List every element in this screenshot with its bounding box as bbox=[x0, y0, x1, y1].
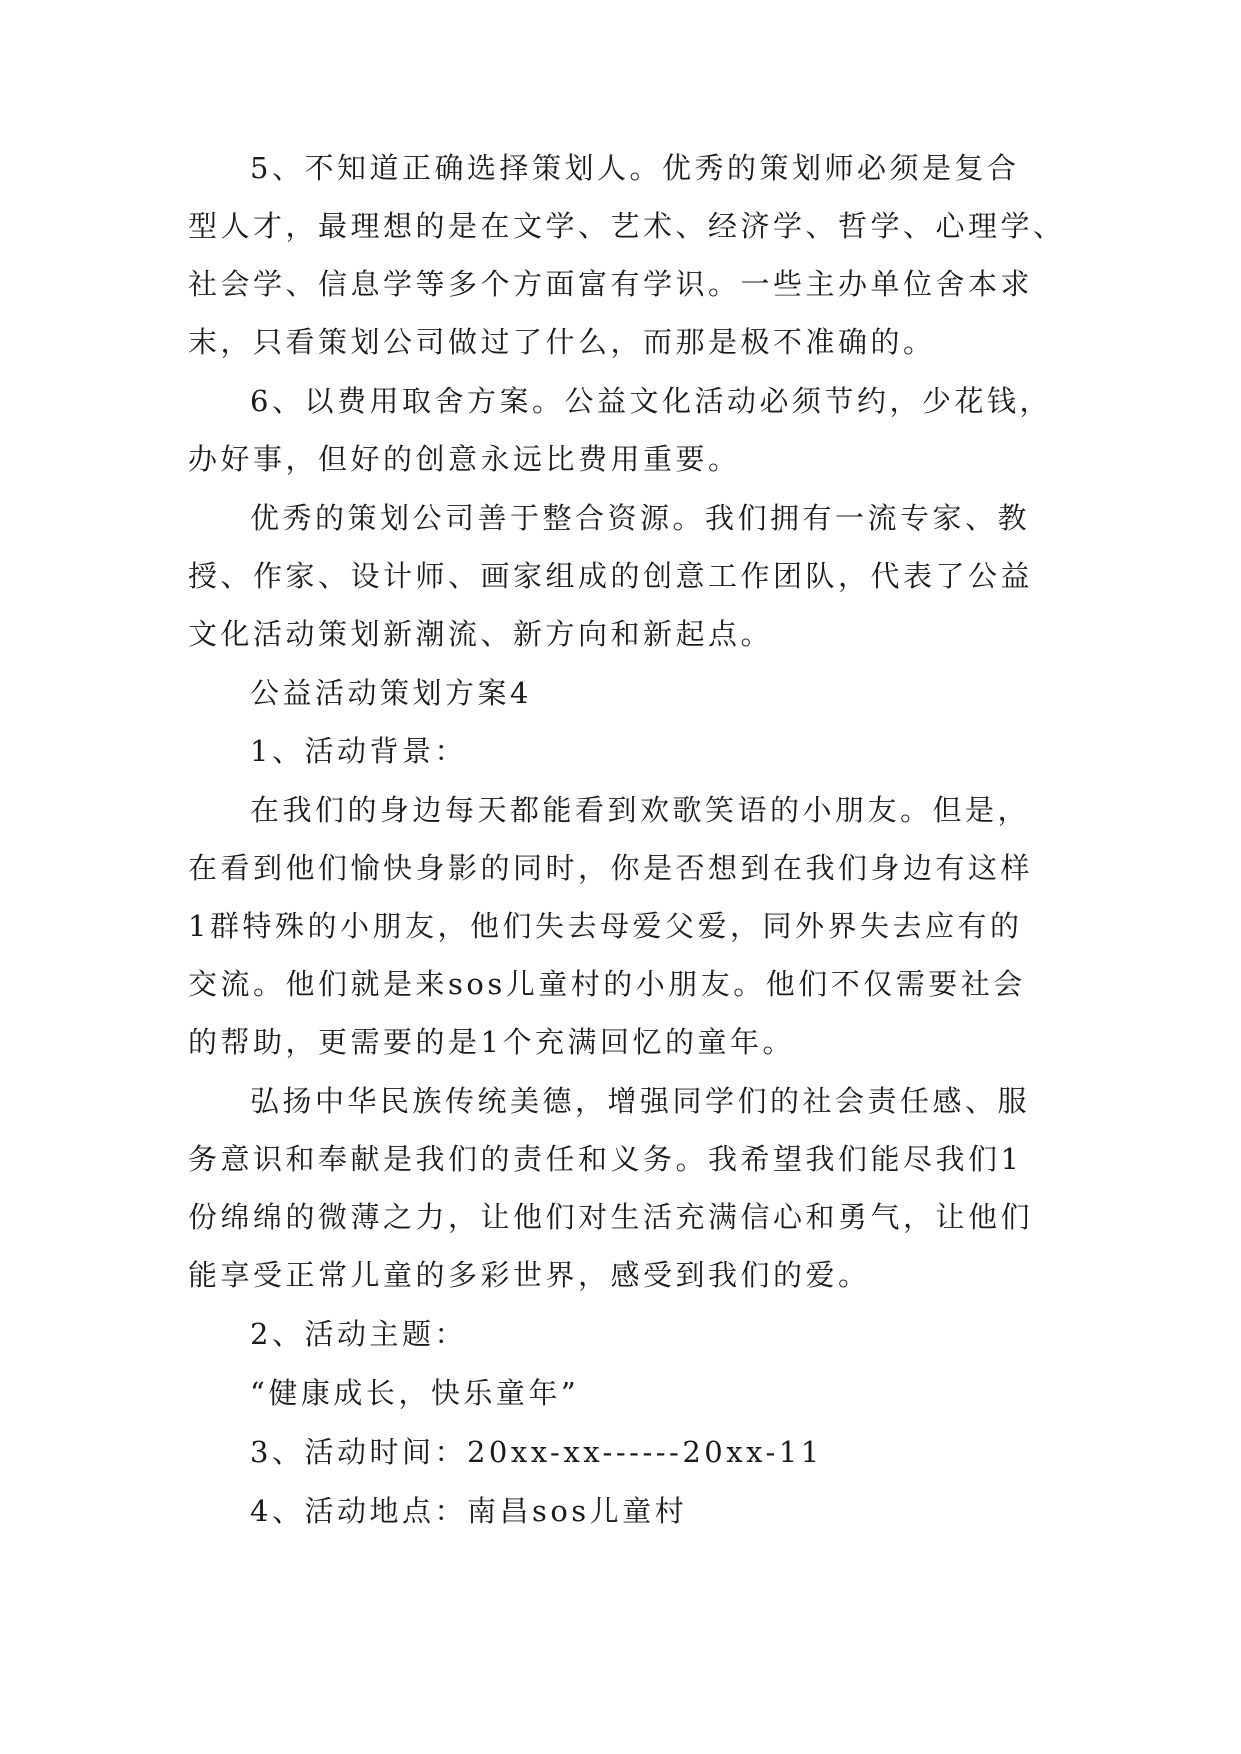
section-heading: 4、活动地点：南昌sos儿童村 bbox=[250, 1494, 688, 1528]
section-heading: 2、活动主题： bbox=[250, 1317, 467, 1351]
paragraph-line: 交流。他们就是来sos儿童村的小朋友。他们不仅需要社会 bbox=[188, 967, 1026, 1001]
paragraph-line: 末，只看策划公司做过了什么，而那是极不准确的。 bbox=[188, 325, 936, 359]
paragraph-line: 社会学、信息学等多个方面富有学识。一些主办单位舍本求 bbox=[188, 267, 1034, 301]
paragraph-line: 在看到他们愉快身影的同时，你是否想到在我们身边有这样 bbox=[188, 851, 1034, 885]
paragraph-line: 的帮助，更需要的是1个充满回忆的童年。 bbox=[188, 1025, 795, 1059]
section-title: 公益活动策划方案4 bbox=[250, 676, 532, 710]
paragraph-line: 能享受正常儿童的多彩世界，感受到我们的爱。 bbox=[188, 1258, 871, 1292]
paragraph-line: 1群特殊的小朋友，他们失去母爱父爱，同外界失去应有的 bbox=[188, 909, 1023, 943]
paragraph-line: 务意识和奉献是我们的责任和义务。我希望我们能尽我们1 bbox=[188, 1142, 1023, 1176]
paragraph-line: “健康成长，快乐童年” bbox=[250, 1376, 580, 1410]
paragraph-line: 文化活动策划新潮流、新方向和新起点。 bbox=[188, 617, 774, 651]
paragraph-line: 优秀的策划公司善于整合资源。我们拥有一流专家、教 bbox=[250, 501, 1031, 535]
paragraph-line: 授、作家、设计师、画家组成的创意工作团队，代表了公益 bbox=[188, 559, 1034, 593]
paragraph-line: 6、以费用取舍方案。公益文化活动必须节约，少花钱， bbox=[250, 384, 1052, 418]
paragraph-line: 型人才，最理想的是在文学、艺术、经济学、哲学、心理学、 bbox=[188, 209, 1066, 243]
section-heading: 3、活动时间：20xx-xx------20xx-11 bbox=[250, 1435, 823, 1469]
paragraph-line: 5、不知道正确选择策划人。优秀的策划师必须是复合 bbox=[250, 151, 1020, 185]
paragraph-line: 份绵绵的微薄之力，让他们对生活充满信心和勇气，让他们 bbox=[188, 1200, 1034, 1234]
paragraph-line: 弘扬中华民族传统美德，增强同学们的社会责任感、服 bbox=[250, 1084, 1031, 1118]
paragraph-line: 办好事，但好的创意永远比费用重要。 bbox=[188, 442, 741, 476]
section-heading: 1、活动背景： bbox=[250, 734, 467, 768]
paragraph-line: 在我们的身边每天都能看到欢歌笑语的小朋友。但是， bbox=[250, 793, 1031, 827]
